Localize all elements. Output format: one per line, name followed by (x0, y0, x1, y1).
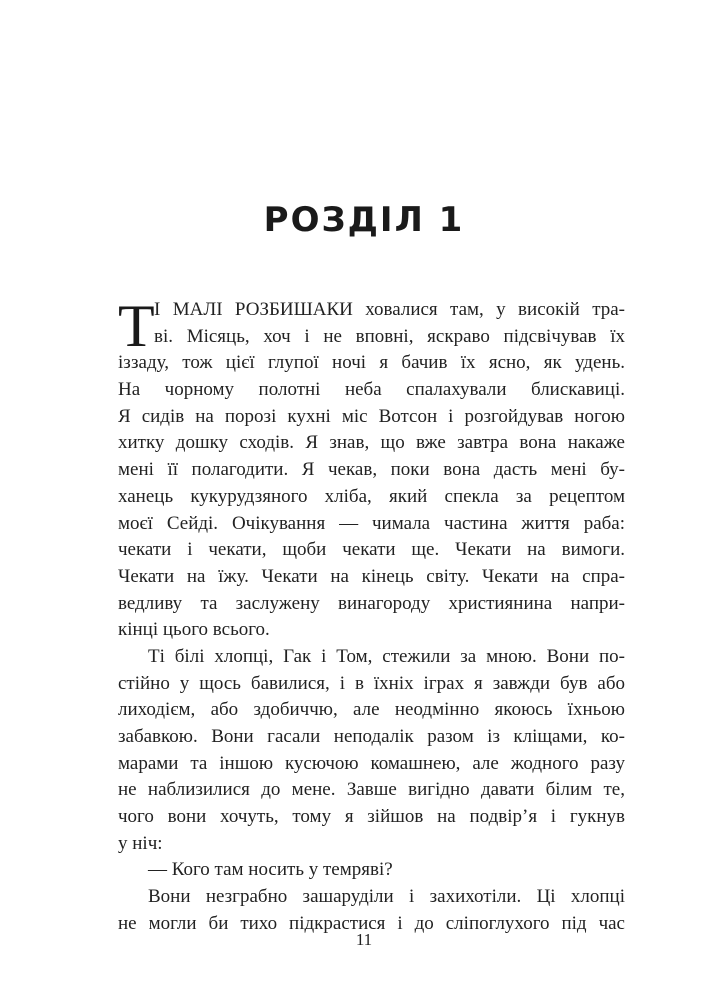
text-line: моєї Сейді. Очікування — чимала частина життя раба: (118, 512, 625, 534)
page-number: 11 (355, 930, 373, 949)
text-line: На чорному полотні неба спалахували блискавиці. (118, 379, 625, 401)
dialogue-line: — Кого там носить у темряві? (148, 859, 393, 881)
text-line: ведливу та заслужену винагороду християнина напри- (118, 592, 625, 614)
text-line: марами та іншою кусючою комашнею, але жодного разу (118, 752, 625, 774)
text-line: Я сидів на порозі кухні міс Вотсон і розгойдував ногою (118, 405, 625, 427)
text-line: ві. Місяць, хоч і не вповні, яскраво підсвічував їх (154, 325, 625, 347)
text-line: хитку дошку сходів. Я знав, що вже завтра вона накаже (118, 432, 625, 454)
text-line: у ніч: (118, 832, 163, 854)
text-line: кінці цього всього. (118, 619, 270, 641)
text-line: чого вони хочуть, тому я зійшов на подвір’я і гукнув (118, 806, 625, 828)
chapter-title: РОЗДІЛ 1 (263, 200, 465, 240)
text-line: Ті білі хлопці, Гак і Том, стежили за мною. Вони по- (148, 645, 625, 667)
text-line: лиходієм, або здобиччю, але неодмінно якоюсь їхньою (118, 699, 625, 721)
text-line: чекати і чекати, щоби чекати ще. Чекати на вимоги. (118, 539, 625, 561)
text-line: Т І МАЛІ РОЗБИШАКИ ховалися там, у високій тра- (118, 293, 625, 359)
text-line: не наблизилися до мене. Завше вигідно давати білим те, (118, 779, 625, 801)
text-line: не могли би тихо підкрастися і до сліпоглухого під час (118, 912, 625, 934)
drop-cap: Т (118, 293, 155, 359)
text-line: мені її полагодити. Я чекав, поки вона дасть мені бу- (118, 459, 625, 481)
text-line: іззаду, тож цієї глупої ночі я бачив їх ясно, як удень. (118, 352, 625, 374)
text-line: стійно у щось бавилися, і в їхніх іграх я завжди був або (118, 672, 625, 694)
text-line: ханець кукурудзяного хліба, який спекла за рецептом (118, 485, 625, 507)
text-line: Чекати на їжу. Чекати на кінець світу. Чекати на спра- (118, 565, 625, 587)
chapter-body-text (118, 293, 625, 938)
text-line: забавкою. Вони гасали неподалік разом із кліщами, ко- (118, 726, 625, 747)
text-line: Вони незграбно зашаруділи і захихотіли. Ці хлопці (148, 886, 625, 908)
